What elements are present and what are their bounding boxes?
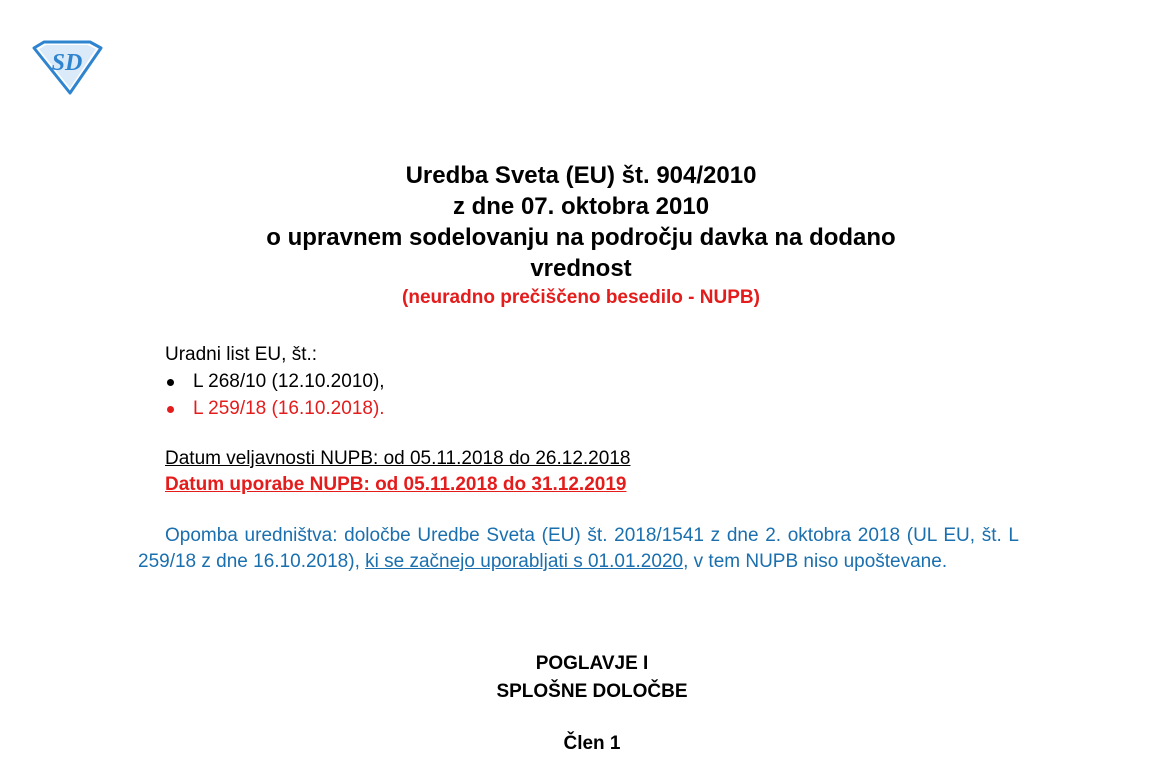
gazette-label: Uradni list EU, št.: [165, 344, 318, 365]
title-line-3: o upravnem sodelovanju na področju davka na dodano [266, 224, 896, 251]
gazette-item [165, 368, 385, 395]
logo-text: SD [51, 50, 83, 76]
application-date: Datum uporabe NUPB: od 05.11.2018 do 31.12.2019 [165, 474, 627, 495]
bullet-icon [167, 379, 174, 386]
note-text-end: , v tem NUPB niso upoštevane. [683, 551, 948, 572]
validity-date: Datum veljavnosti NUPB: od 05.11.2018 do 26.12.2018 [165, 448, 631, 469]
official-gazette-section [165, 341, 385, 422]
logo [30, 40, 104, 96]
gazette-item-text: L 268/10 (12.10.2010), [193, 371, 385, 392]
dates-section [165, 446, 630, 498]
chapter-heading [0, 650, 1157, 706]
bullet-icon [167, 406, 174, 413]
title-line-1: Uredba Sveta (EU) št. 904/2010 [405, 162, 757, 189]
gazette-item-text: L 259/18 (16.10.2018). [193, 398, 385, 419]
chapter-title: SPLOŠNE DOLOČBE [496, 681, 688, 702]
article-heading: Člen 1 [563, 733, 621, 754]
gazette-list [165, 368, 385, 422]
note-text-start: Opomba uredništva: določbe Uredbe Sveta (EU) št. 2018/1541 z dne 2. oktobra 2018 (UL EU, št. L 259/18 z dne 16.10.2018), [138, 525, 1019, 572]
note-link[interactable]: ki se začnejo uporabljati s 01.01.2020 [365, 551, 684, 572]
shield-logo-icon [30, 40, 104, 96]
gazette-item [165, 395, 385, 422]
title-line-4: vrednost [530, 255, 632, 282]
document-title [0, 160, 1157, 312]
chapter-number: POGLAVJE I [535, 653, 649, 674]
document-subtitle: (neuradno prečiščeno besedilo - NUPB) [402, 287, 760, 308]
title-line-2: z dne 07. oktobra 2010 [452, 193, 710, 220]
editorial-note [138, 523, 1019, 575]
